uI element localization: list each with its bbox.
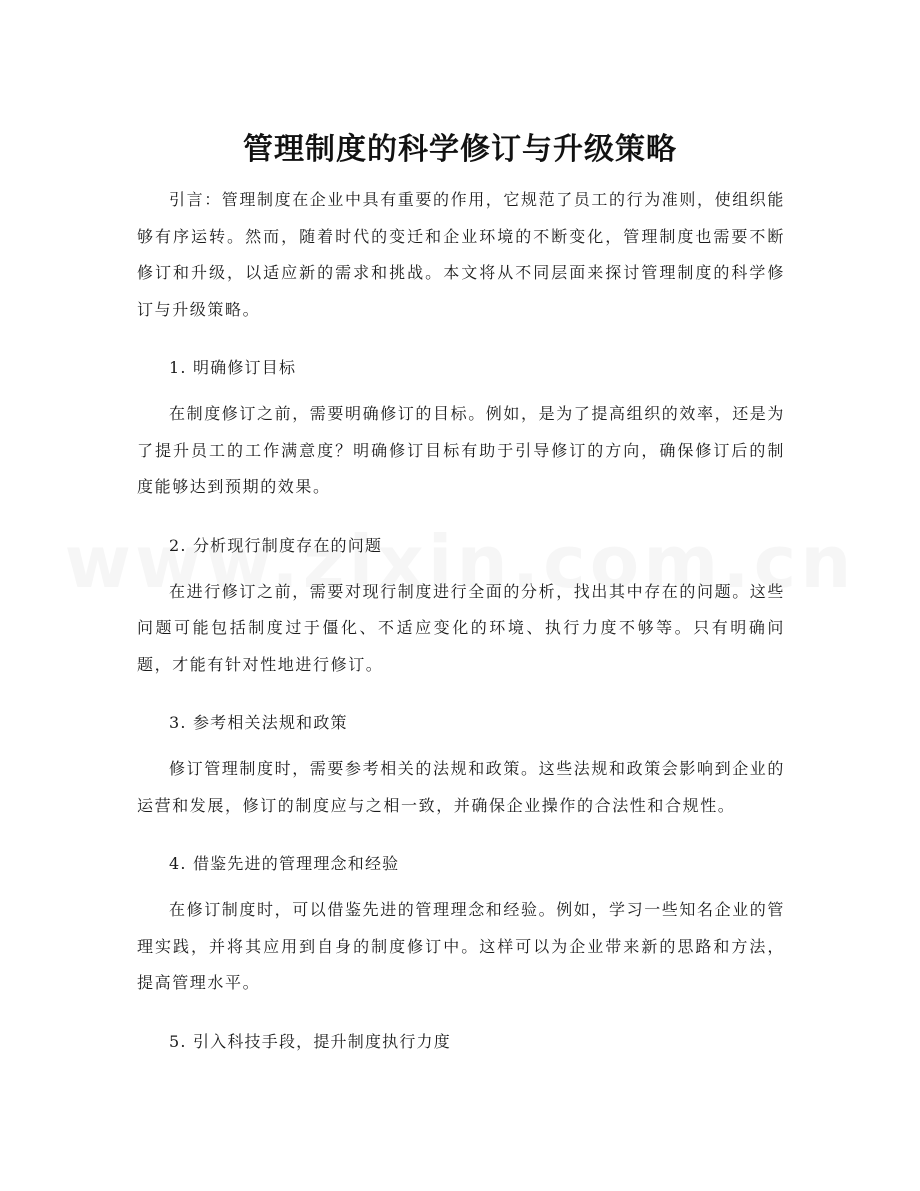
section-body-2: 在进行修订之前，需要对现行制度进行全面的分析，找出其中存在的问题。这些问题可能包括制度过于僵化、不适应变化的环境、执行力度不够等。只有明确问题，才能有针对性地进行修订。 — [137, 581, 786, 674]
section-heading-4: 4. 借鉴先进的管理理念和经验 — [169, 854, 400, 873]
section-heading-3: 3. 参考相关法规和政策 — [169, 713, 348, 732]
section-heading-2: 2. 分析现行制度存在的问题 — [169, 535, 383, 555]
section-body-1: 在制度修订之前，需要明确修订的目标。例如，是为了提高组织的效率，还是为了提升员工的工作满意度？明确修订目标有助于引导修订的方向，确保修订后的制度能够达到预期的效果。 — [137, 404, 786, 496]
section-body-3: 修订管理制度时，需要参考相关的法规和政策。这些法规和政策会影响到企业的运营和发展，修订的制度应与之相一致，并确保企业操作的合法性和合规性。 — [137, 759, 786, 815]
section-heading-5: 5. 引入科技手段，提升制度执行力度 — [169, 1031, 451, 1051]
section-heading-1: 1. 明确修订目标 — [169, 358, 297, 377]
document-body — [137, 182, 785, 1060]
section-body-4: 在修订制度时，可以借鉴先进的管理理念和经验。例如，学习一些知名企业的管理实践，并将其应用到自身的制度修订中。这样可以为企业带来新的思路和方法，提高管理水平。 — [137, 900, 786, 992]
intro-paragraph: 引言：管理制度在企业中具有重要的作用，它规范了员工的行为准则，使组织能够有序运转。然而，随着时代的变迁和企业环境的不断变化，管理制度也需要不断修订和升级，以适应新的需求和挑战。本文将从不同层面来探讨管理制度的科学修订与升级策略。 — [137, 190, 786, 319]
document-title: 管理制度的科学修订与升级策略 — [243, 132, 677, 168]
